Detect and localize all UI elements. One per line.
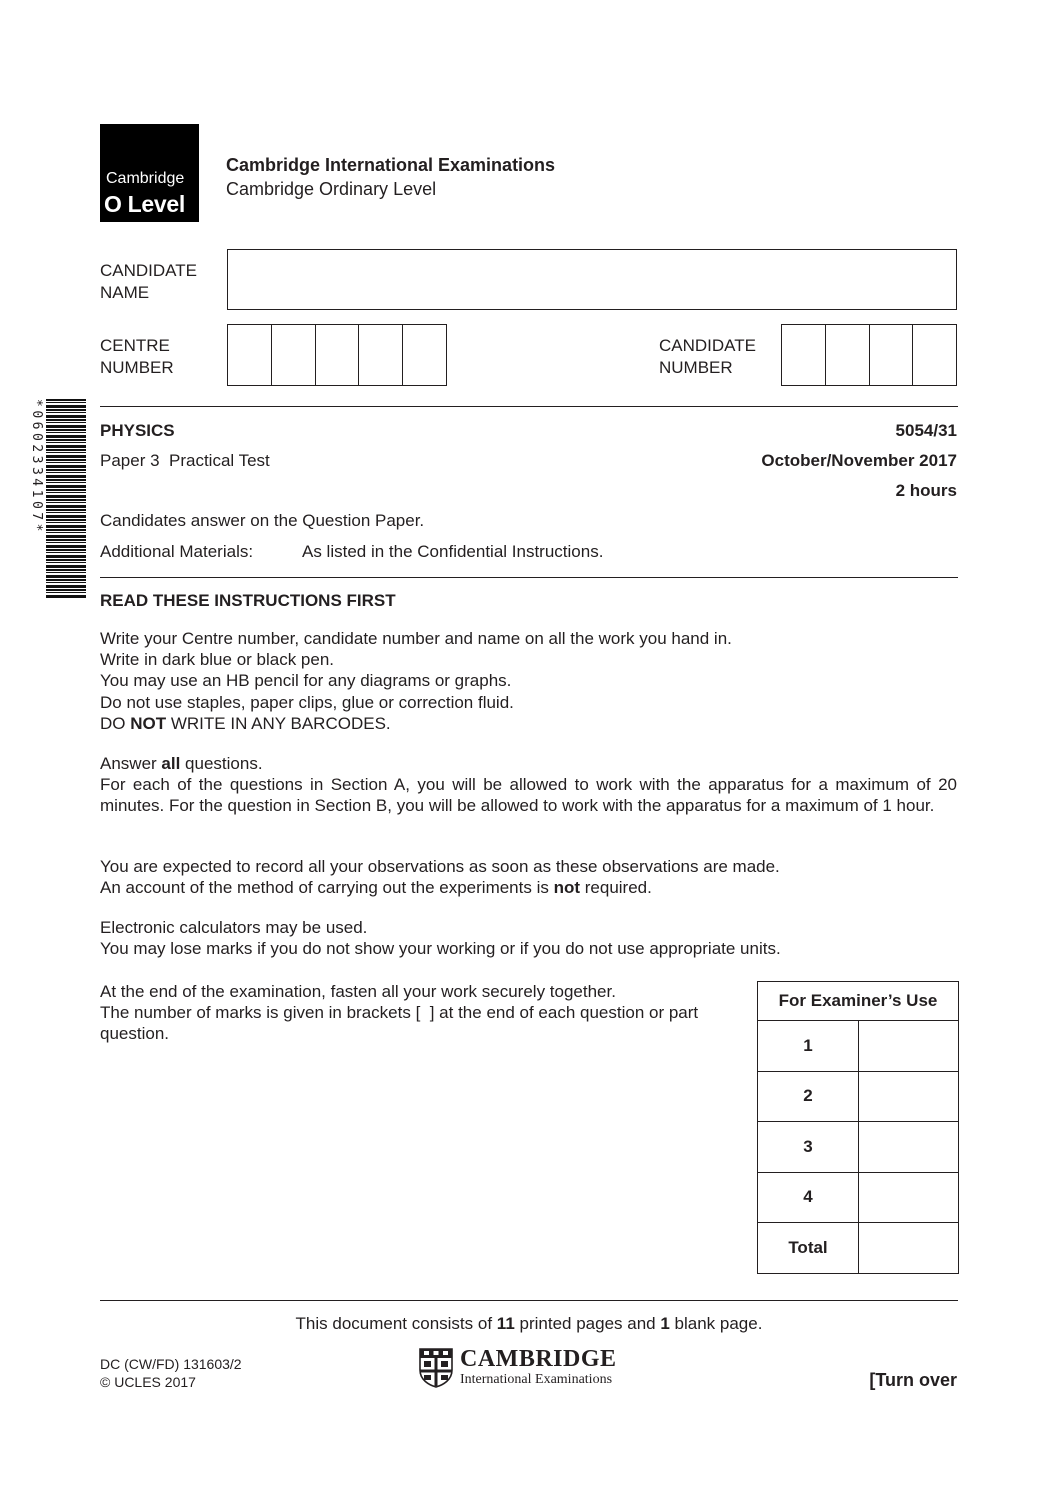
text-run: blank page. bbox=[669, 1314, 763, 1333]
mark-cell[interactable] bbox=[859, 1021, 959, 1072]
text-run-bold: 1 bbox=[660, 1314, 670, 1333]
divider bbox=[100, 406, 958, 407]
question-number: 4 bbox=[758, 1172, 859, 1223]
cambridge-o-level-logo bbox=[100, 124, 199, 222]
answer-on-note: Candidates answer on the Question Paper. bbox=[100, 511, 425, 530]
candidate-name-label-line2: NAME bbox=[100, 283, 150, 302]
text-run-bold: NOT bbox=[130, 713, 167, 733]
instruction-line: Write in dark blue or black pen. bbox=[100, 650, 335, 670]
centre-digit-box[interactable] bbox=[403, 325, 446, 385]
centre-number-label-line1: CENTRE bbox=[100, 336, 170, 355]
duration: 2 hours bbox=[895, 481, 957, 500]
text-run: questions. bbox=[180, 754, 263, 773]
logo-line-2: O Level bbox=[104, 191, 185, 217]
cambridge-brand: CAMBRIDGE bbox=[460, 1346, 617, 1372]
candidate-number-label bbox=[659, 335, 756, 379]
document-reference: DC (CW/FD) 131603/2 bbox=[100, 1356, 242, 1372]
mark-cell[interactable] bbox=[859, 1122, 959, 1173]
instruction-line bbox=[100, 713, 957, 734]
divider bbox=[100, 577, 958, 578]
instructions-heading: READ THESE INSTRUCTIONS FIRST bbox=[100, 591, 396, 610]
instruction-line bbox=[100, 753, 957, 774]
centre-digit-box[interactable] bbox=[272, 325, 316, 385]
instruction-line: At the end of the examination, fasten all your work securely together. bbox=[100, 982, 616, 1001]
centre-number-label-line2: NUMBER bbox=[100, 358, 174, 377]
candidate-name-label-line1: CANDIDATE bbox=[100, 261, 197, 280]
candidate-name-label bbox=[100, 260, 197, 304]
mark-cell[interactable] bbox=[859, 1172, 959, 1223]
centre-digit-box[interactable] bbox=[359, 325, 403, 385]
text-run-bold: 11 bbox=[496, 1314, 515, 1333]
instruction-line: You may lose marks if you do not show your working or if you do not use appropriate units. bbox=[100, 939, 781, 959]
qualification-level: Cambridge Ordinary Level bbox=[226, 179, 437, 199]
text-run: printed pages and bbox=[514, 1314, 661, 1333]
instructions-block-3 bbox=[100, 856, 957, 898]
candidate-name-field[interactable] bbox=[227, 249, 957, 310]
page-count-note bbox=[0, 1313, 1058, 1335]
candidate-digit-box[interactable] bbox=[870, 325, 914, 385]
candidate-number-label-line1: CANDIDATE bbox=[659, 336, 756, 355]
candidate-number-field[interactable] bbox=[781, 324, 957, 386]
text-run: WRITE IN ANY BARCODES. bbox=[166, 713, 391, 733]
instructions-block-5 bbox=[100, 981, 730, 1045]
instruction-line bbox=[100, 877, 957, 898]
exam-board: Cambridge International Examinations bbox=[226, 155, 556, 175]
text-run: Answer bbox=[100, 754, 162, 773]
instructions-block-1 bbox=[100, 628, 957, 734]
text-run-bold: all bbox=[161, 754, 181, 773]
candidate-number-label-line2: NUMBER bbox=[659, 358, 733, 377]
total-label: Total bbox=[758, 1223, 859, 1274]
text-run: required. bbox=[580, 878, 652, 898]
instruction-line: Write your Centre number, candidate number and name on all the work you hand in. bbox=[100, 629, 732, 648]
text-run-bold: not bbox=[553, 878, 581, 898]
text-run: This document consists of bbox=[295, 1314, 497, 1333]
centre-number-label bbox=[100, 335, 174, 379]
copyright: © UCLES 2017 bbox=[100, 1374, 196, 1390]
materials-label: Additional Materials: bbox=[100, 542, 254, 561]
turn-over: [Turn over bbox=[869, 1370, 957, 1390]
text-run: An account of the method of carrying out the experiments is bbox=[100, 878, 554, 898]
question-number: 1 bbox=[758, 1021, 859, 1072]
instruction-line: You may use an HB pencil for any diagrams or graphs. bbox=[100, 671, 512, 691]
subject: PHYSICS bbox=[100, 421, 175, 440]
centre-digit-box[interactable] bbox=[316, 325, 360, 385]
divider bbox=[100, 1300, 958, 1301]
candidate-digit-box[interactable] bbox=[782, 325, 826, 385]
instruction-sections: For each of the questions in Section A, you will be allowed to work with the apparatus for a maximum of 20 minutes. For the question in Section B, you will be allowed to work with the apparatus for a maximum of 1 hour. bbox=[100, 775, 957, 816]
instruction-line: Do not use staples, paper clips, glue or correction fluid. bbox=[100, 692, 514, 712]
barcode-number: *0602334107* bbox=[29, 399, 44, 535]
text-run: DO bbox=[100, 713, 131, 733]
mark-cell[interactable] bbox=[859, 1071, 959, 1122]
logo-line-1: Cambridge bbox=[106, 170, 185, 187]
footer-reference bbox=[100, 1355, 242, 1391]
centre-digit-box[interactable] bbox=[228, 325, 272, 385]
question-number: 2 bbox=[758, 1071, 859, 1122]
instruction-line: You are expected to record all your observations as soon as these observations are made. bbox=[100, 857, 780, 876]
examiner-use-table bbox=[757, 981, 959, 1274]
instruction-line: Electronic calculators may be used. bbox=[100, 918, 368, 937]
cambridge-crest-icon bbox=[419, 1348, 453, 1388]
barcode bbox=[46, 399, 86, 599]
instruction-line: The number of marks is given in brackets [ ] at the end of each question or part question. bbox=[100, 1003, 703, 1044]
candidate-digit-box[interactable] bbox=[826, 325, 870, 385]
exam-session: October/November 2017 bbox=[761, 451, 957, 470]
total-mark-cell[interactable] bbox=[859, 1223, 959, 1274]
materials-value: As listed in the Confidential Instructions. bbox=[302, 542, 604, 561]
question-number: 3 bbox=[758, 1122, 859, 1173]
instructions-block-4 bbox=[100, 917, 957, 959]
paper-title: Paper 3 Practical Test bbox=[100, 451, 270, 470]
instructions-block-2 bbox=[100, 753, 957, 817]
cambridge-brand-subtitle: International Examinations bbox=[460, 1372, 613, 1387]
paper-code: 5054/31 bbox=[895, 421, 957, 440]
examiner-table-heading: For Examiner’s Use bbox=[758, 982, 959, 1021]
candidate-digit-box[interactable] bbox=[913, 325, 956, 385]
centre-number-field[interactable] bbox=[227, 324, 447, 386]
